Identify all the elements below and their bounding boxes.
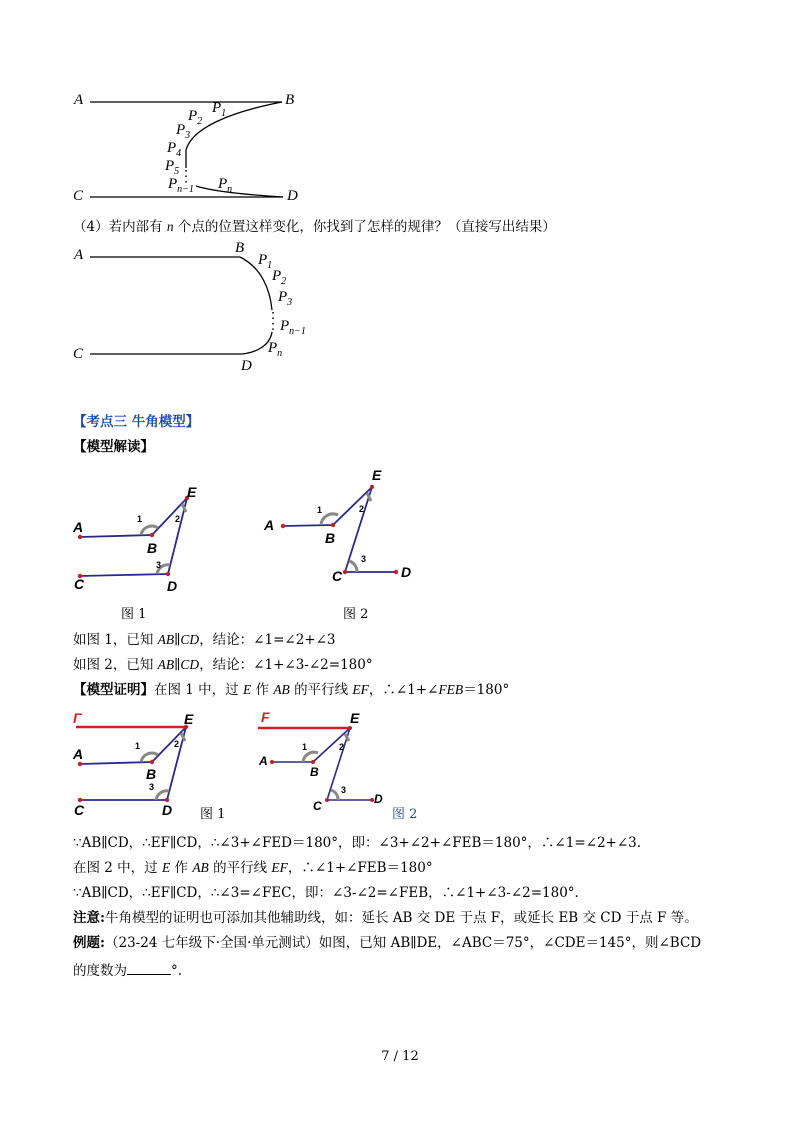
label-B: B — [235, 240, 245, 256]
example-continued: 的度数为 °. — [73, 963, 183, 979]
angle-2: 2 — [174, 739, 180, 749]
conclusion-figure-1: 如图 1，已知 AB∥CD，结论：∠1=∠2+∠3 — [73, 632, 336, 648]
label-D: D — [401, 564, 412, 580]
proof-figure-2-intro: 在图 2 中，过 E 作 AB 的平行线 EF，∴∠1+∠FEB＝180° — [73, 860, 433, 876]
angle-1: 1 — [137, 514, 143, 524]
label-C: C — [332, 568, 343, 584]
example: 例题:（23-24 七年级下·全国·单元测试）如图，已知 AB∥DE，∠ABC＝75°，∠CDE＝145°，则∠BCD — [73, 935, 702, 951]
figure-2-caption: 图 2 — [343, 607, 369, 622]
label-Pn-1: $P_{n-1}$ — [168, 176, 194, 195]
section-title: 【考点三 牛角模型】 — [73, 414, 200, 430]
label-E: E — [350, 710, 360, 726]
label-C: C — [313, 799, 322, 813]
figure-4-caption: 图 2 — [392, 807, 418, 822]
label-P5: $P_5$ — [165, 158, 180, 177]
note: 注意:牛角模型的证明也可添加其他辅助线，如：延长 AB 交 DE 于点 F，或延长 EB 交 CD 于点 F 等。 — [73, 910, 698, 926]
label-D: D — [162, 802, 173, 818]
answer-blank[interactable] — [127, 974, 171, 975]
label-C: C — [74, 576, 85, 592]
label-Pn: $P_n$ — [218, 176, 233, 195]
label-C: C — [73, 346, 84, 362]
label-P1: $P_1$ — [212, 100, 227, 119]
angle-1: 1 — [135, 741, 141, 751]
label-P4: $P_4$ — [167, 140, 182, 159]
label-Pn-1: $P_{n-1}$ — [280, 318, 306, 337]
label-A: A — [259, 754, 268, 768]
label-P2: $P_2$ — [272, 268, 287, 287]
angle-3: 3 — [361, 554, 367, 564]
label-A: A — [73, 746, 84, 762]
label-E: E — [187, 484, 197, 500]
angle-3: 3 — [149, 782, 155, 792]
angle-1: 1 — [302, 742, 308, 752]
angle-3: 3 — [156, 560, 162, 570]
label-D: D — [287, 188, 298, 204]
label-C: C — [74, 802, 85, 818]
label-D: D — [167, 578, 178, 594]
angle-1: 1 — [317, 505, 323, 515]
figure-3-caption: 图 1 — [200, 807, 226, 822]
label-C: C — [73, 188, 84, 204]
label-A: A — [74, 247, 84, 263]
model-proof-intro: 【模型证明】在图 1 中，过 E 作 AB 的平行线 EF，∴∠1+∠FEB＝180° — [73, 682, 510, 698]
label-P3: $P_3$ — [278, 289, 293, 308]
conclusion-figure-2: 如图 2，已知 AB∥CD，结论：∠1+∠3-∠2=180° — [73, 657, 373, 673]
label-A: A — [74, 92, 84, 108]
figure-1-caption: 图 1 — [121, 607, 147, 622]
label-P2: $P_2$ — [188, 108, 203, 127]
angle-3: 3 — [341, 785, 347, 795]
label-F: Γ — [73, 710, 82, 726]
label-P1: $P_1$ — [258, 252, 273, 271]
label-F: F — [261, 709, 270, 725]
label-E: E — [372, 467, 382, 483]
angle-2: 2 — [359, 504, 365, 514]
angle-2: 2 — [339, 742, 345, 752]
label-P3: $P_3$ — [176, 122, 191, 141]
label-A: A — [73, 519, 84, 535]
proof-figure-1: ∵AB∥CD，∴EF∥CD，∴∠3+∠FED＝180°，即：∠3+∠2+∠FEB＝180°，∴∠1=∠2+∠3. — [73, 835, 642, 851]
label-B: B — [310, 765, 319, 779]
angle-2: 2 — [175, 514, 181, 524]
model-interpretation-heading: 【模型解读】 — [73, 439, 154, 455]
label-D: D — [241, 358, 252, 374]
label-B: B — [147, 540, 158, 556]
label-B: B — [146, 766, 157, 782]
label-B: B — [325, 530, 336, 546]
label-A: A — [264, 517, 275, 533]
page-number: 7 / 12 — [381, 1049, 419, 1064]
label-D: D — [374, 792, 383, 806]
label-B: B — [285, 92, 295, 108]
label-E: E — [184, 711, 194, 727]
question-4: （4）若内部有 n 个点的位置这样变化，你找到了怎样的规律？（直接写出结果） — [73, 219, 556, 235]
label-Pn: $P_n$ — [268, 340, 283, 359]
proof-figure-2: ∵AB∥CD，∴EF∥CD，∴∠3=∠FEC，即：∠3-∠2=∠FEB，∴∠1+∠3-∠2=180°. — [73, 885, 579, 901]
